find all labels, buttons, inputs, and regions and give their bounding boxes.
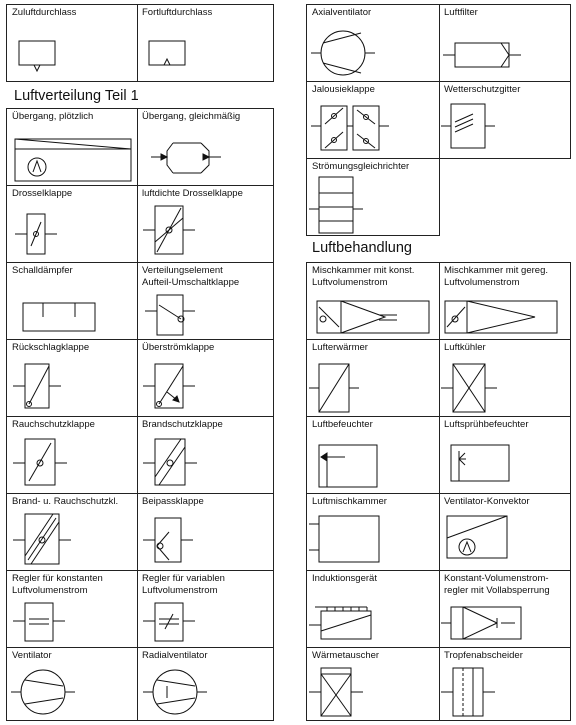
cell-lufterwaermer (306, 339, 440, 417)
section-title-luftbehandlung: Luftbehandlung (312, 240, 412, 256)
cell-fortluftdurchlass (137, 4, 274, 82)
luftfilter-symbol (439, 5, 571, 83)
jalousieklappe-symbol (307, 82, 441, 160)
axialventilator-symbol (307, 5, 441, 83)
induktionsgeraet-symbol (307, 571, 441, 649)
cell-luftmischkammer (306, 493, 440, 571)
label-luftkuehler: Luftkühler (444, 342, 486, 353)
konstant-volumenstromregler-symbol (439, 571, 571, 649)
lufterwaermer-symbol (307, 340, 441, 418)
cell-waermetauscher (306, 647, 440, 721)
cell-ueberstroemklappe (137, 339, 274, 417)
label-brandschutzklappe: Brandschutzklappe (142, 419, 223, 430)
stroemungsgleichrichter-symbol (307, 159, 441, 237)
cell-rauchschutzklappe (6, 416, 138, 494)
luftbefeuchter-symbol (307, 417, 441, 495)
label-ventilator-konvektor: Ventilator-Konvektor (444, 496, 530, 507)
regler-variabel-symbol (137, 571, 274, 649)
waermetauscher-symbol (307, 648, 441, 722)
cell-uebergang-gleichmaessig (137, 108, 274, 186)
label-rueckschlagklappe: Rückschlagklappe (12, 342, 90, 353)
label-tropfenabscheider: Tropfenabscheider (444, 650, 523, 661)
cell-mischkammer-konst (306, 262, 440, 340)
cell-luftspruehbefeuchter (439, 416, 571, 494)
cell-verteilungselement (137, 262, 274, 340)
label-mischkammer-konst: Mischkammer mit konst. Luftvolumenstrom (312, 265, 415, 288)
luftspruehbefeuchter-symbol (439, 417, 571, 495)
luftkuehler-symbol (439, 340, 571, 418)
cell-mischkammer-gereg (439, 262, 571, 340)
zuluftdurchlass-symbol (7, 5, 139, 83)
brandschutzklappe-symbol (137, 417, 274, 495)
verteilungselement-symbol (137, 263, 274, 341)
label-luftmischkammer: Luftmischkammer (312, 496, 387, 507)
cell-beipassklappe (137, 493, 274, 571)
mischkammer-konst-symbol (307, 263, 441, 341)
cell-regler-variabel (137, 570, 274, 648)
section-title-luftverteilung: Luftverteilung Teil 1 (14, 88, 139, 104)
cell-luftdichte-drosselklappe (137, 185, 274, 263)
luftmischkammer-symbol (307, 494, 441, 572)
ueberstroemklappe-symbol (137, 340, 274, 418)
label-regler-variabel: Regler für variablen Luftvolumenstrom (142, 573, 225, 596)
label-stroemungsgleichrichter: Strömungsgleichrichter (312, 161, 410, 172)
cell-axialventilator (306, 4, 440, 82)
tropfenabscheider-symbol (439, 648, 571, 722)
label-lufterwaermer: Lufterwärmer (312, 342, 368, 353)
rueckschlagklappe-symbol (7, 340, 139, 418)
label-luftfilter: Luftfilter (444, 7, 478, 18)
label-beipassklappe: Beipassklappe (142, 496, 204, 507)
uebergang-ploetzlich-symbol (7, 109, 139, 187)
cell-konstant-volumenstromregler (439, 570, 571, 648)
label-luftdichte-drosselklappe: luftdichte Drosselklappe (142, 188, 243, 199)
label-konstant-volumenstromregler: Konstant-Volumenstrom- regler mit Vollabsperrung (444, 573, 550, 596)
label-regler-konstant: Regler für konstanten Luftvolumenstrom (12, 573, 103, 596)
mischkammer-gereg-symbol (439, 263, 571, 341)
drosselklappe-symbol (7, 186, 139, 264)
wetterschutzgitter-symbol (439, 82, 571, 160)
cell-regler-konstant (6, 570, 138, 648)
cell-luftfilter (439, 4, 571, 82)
label-luftspruehbefeuchter: Luftsprühbefeuchter (444, 419, 529, 430)
cell-induktionsgeraet (306, 570, 440, 648)
label-drosselklappe: Drosselklappe (12, 188, 73, 199)
luftdichte-drosselklappe-symbol (137, 186, 274, 264)
label-jalousieklappe: Jalousieklappe (312, 84, 375, 95)
uebergang-gleichmaessig-symbol (137, 109, 274, 187)
label-ventilator: Ventilator (12, 650, 52, 661)
cell-zuluftdurchlass (6, 4, 138, 82)
cell-uebergang-ploetzlich (6, 108, 138, 186)
label-verteilungselement: Verteilungselement Aufteil-Umschaltklappe (142, 265, 240, 288)
cell-luftkuehler (439, 339, 571, 417)
label-mischkammer-gereg: Mischkammer mit gereg. Luftvolumenstrom (444, 265, 548, 288)
label-ueberstroemklappe: Überströmklappe (142, 342, 215, 353)
radialventilator-symbol (137, 648, 274, 722)
cell-schalldaempfer (6, 262, 138, 340)
regler-konstant-symbol (7, 571, 139, 649)
ventilator-symbol (7, 648, 139, 722)
cell-radialventilator (137, 647, 274, 721)
fortluftdurchlass-symbol (137, 5, 274, 83)
cell-jalousieklappe (306, 81, 440, 159)
ventilator-konvektor-symbol (439, 494, 571, 572)
brand-rauchschutzkl-symbol (7, 494, 139, 572)
cell-brand-rauchschutzkl (6, 493, 138, 571)
cell-stroemungsgleichrichter (306, 158, 440, 236)
label-schalldaempfer: Schalldämpfer (12, 265, 73, 276)
label-uebergang-gleichmaessig: Übergang, gleichmäßig (142, 111, 241, 122)
beipassklappe-symbol (137, 494, 274, 572)
label-uebergang-ploetzlich: Übergang, plötzlich (12, 111, 94, 122)
label-waermetauscher: Wärmetauscher (312, 650, 380, 661)
cell-tropfenabscheider (439, 647, 571, 721)
label-induktionsgeraet: Induktionsgerät (312, 573, 377, 584)
cell-brandschutzklappe (137, 416, 274, 494)
label-axialventilator: Axialventilator (312, 7, 372, 18)
label-fortluftdurchlass: Fortluftdurchlass (142, 7, 213, 18)
cell-luftbefeuchter (306, 416, 440, 494)
cell-ventilator-konvektor (439, 493, 571, 571)
label-brand-rauchschutzkl: Brand- u. Rauchschutzkl. (12, 496, 119, 507)
cell-drosselklappe (6, 185, 138, 263)
cell-wetterschutzgitter (439, 81, 571, 159)
cell-ventilator (6, 647, 138, 721)
rauchschutzklappe-symbol (7, 417, 139, 495)
label-radialventilator: Radialventilator (142, 650, 208, 661)
label-zuluftdurchlass: Zuluftdurchlass (12, 7, 77, 18)
label-rauchschutzklappe: Rauchschutzklappe (12, 419, 95, 430)
cell-rueckschlagklappe (6, 339, 138, 417)
label-wetterschutzgitter: Wetterschutzgitter (444, 84, 521, 95)
label-luftbefeuchter: Luftbefeuchter (312, 419, 373, 430)
schalldaempfer-symbol (7, 263, 139, 341)
